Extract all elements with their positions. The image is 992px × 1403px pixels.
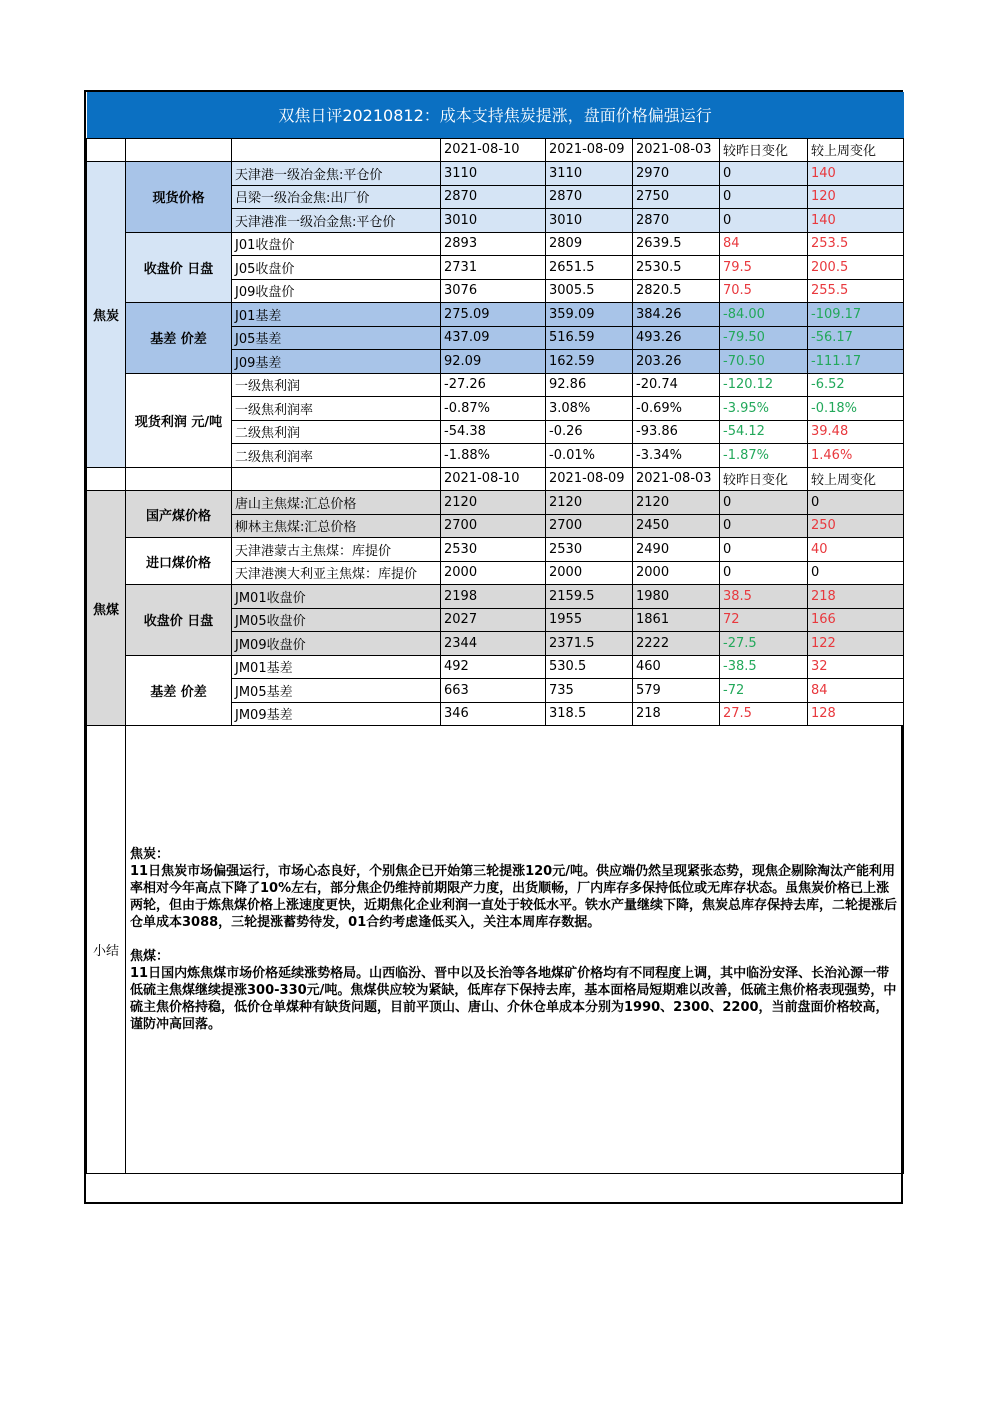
value-cell: 437.09 xyxy=(441,326,546,350)
header-cell: 较昨日变化 xyxy=(720,467,808,491)
header-cell: 2021-08-09 xyxy=(546,467,633,491)
row-name: JM09收盘价 xyxy=(232,632,441,656)
table-row xyxy=(87,232,904,256)
value-cell: 2000 xyxy=(633,561,720,585)
header-row xyxy=(87,467,904,491)
header-blank xyxy=(126,467,232,491)
row-name: 一级焦利润率 xyxy=(232,397,441,421)
header-blank xyxy=(87,467,126,491)
summary-spacer xyxy=(130,931,899,948)
row-name: 二级焦利润率 xyxy=(232,444,441,468)
header-row xyxy=(87,138,904,162)
daily-change-cell: -70.50 xyxy=(720,350,808,374)
value-cell: 2651.5 xyxy=(546,256,633,280)
value-cell: 2120 xyxy=(633,491,720,515)
daily-change-cell: 0 xyxy=(720,209,808,233)
row-name: 天津港准一级冶金焦:平仓价 xyxy=(232,209,441,233)
value-cell: -3.34% xyxy=(633,444,720,468)
value-cell: 530.5 xyxy=(546,655,633,679)
report-sheet xyxy=(84,90,903,1204)
value-cell: -1.88% xyxy=(441,444,546,468)
weekly-change-cell: 122 xyxy=(808,632,904,656)
value-cell: 2970 xyxy=(633,162,720,186)
value-cell: 2198 xyxy=(441,585,546,609)
daily-change-cell: 79.5 xyxy=(720,256,808,280)
summary-row xyxy=(87,726,904,1174)
daily-change-cell: 0 xyxy=(720,162,808,186)
value-cell: 1861 xyxy=(633,608,720,632)
value-cell: -54.38 xyxy=(441,420,546,444)
coal-heading: 焦煤： xyxy=(130,949,170,964)
value-cell: 162.59 xyxy=(546,350,633,374)
value-cell: -0.87% xyxy=(441,397,546,421)
header-cell: 2021-08-10 xyxy=(441,138,546,162)
value-cell: 2530.5 xyxy=(633,256,720,280)
row-name: 一级焦利润 xyxy=(232,373,441,397)
value-cell: 92.09 xyxy=(441,350,546,374)
weekly-change-cell: -111.17 xyxy=(808,350,904,374)
daily-change-cell: -3.95% xyxy=(720,397,808,421)
header-cell: 2021-08-09 xyxy=(546,138,633,162)
weekly-change-cell: 140 xyxy=(808,209,904,233)
row-name: J01收盘价 xyxy=(232,232,441,256)
value-cell: 275.09 xyxy=(441,303,546,327)
table-row xyxy=(87,655,904,679)
group-label: 进口煤价格 xyxy=(126,538,232,585)
value-cell: 1980 xyxy=(633,585,720,609)
value-cell: -27.26 xyxy=(441,373,546,397)
value-cell: 460 xyxy=(633,655,720,679)
weekly-change-cell: -6.52 xyxy=(808,373,904,397)
value-cell: -0.01% xyxy=(546,444,633,468)
weekly-change-cell: 0 xyxy=(808,561,904,585)
value-cell: 3010 xyxy=(546,209,633,233)
value-cell: 2344 xyxy=(441,632,546,656)
weekly-change-cell: 218 xyxy=(808,585,904,609)
group-label: 基差 价差 xyxy=(126,303,232,374)
value-cell: 2490 xyxy=(633,538,720,562)
value-cell: 203.26 xyxy=(633,350,720,374)
header-blank xyxy=(126,138,232,162)
value-cell: 2639.5 xyxy=(633,232,720,256)
summary-label: 小结 xyxy=(87,726,126,1174)
weekly-change-cell: 128 xyxy=(808,702,904,726)
value-cell: 359.09 xyxy=(546,303,633,327)
value-cell: -20.74 xyxy=(633,373,720,397)
value-cell: 493.26 xyxy=(633,326,720,350)
value-cell: 2000 xyxy=(546,561,633,585)
value-cell: 2371.5 xyxy=(546,632,633,656)
page-title: 双焦日评20210812：成本支持焦炭提涨，盘面价格偏强运行 xyxy=(87,92,904,138)
daily-change-cell: 0 xyxy=(720,561,808,585)
header-blank xyxy=(87,138,126,162)
row-name: J01基差 xyxy=(232,303,441,327)
segment-label: 焦煤 xyxy=(87,491,126,726)
coke-text: 11日焦炭市场偏强运行，市场心态良好，个别焦企已开始第三轮提涨120元/吨。供应端仍然呈现紧张态势，现焦企剔除淘汰产能利用率相对今年高点下降了10%左右，部分焦企仍维持前期限产力度，出货顺畅，厂内库存多保持低位或无库存状态。虽焦炭价格已上涨两轮，但由于炼焦煤价格上涨速度更快，近期焦化企业利润一直处于较低水平。铁水产量继续下降，焦炭总库存保持去库，二轮提涨后仓单成本3088，三轮提涨蓄势待发，01合约考虑逢低买入，关注本周库存数据。 xyxy=(130,864,898,930)
weekly-change-cell: 39.48 xyxy=(808,420,904,444)
weekly-change-cell: -0.18% xyxy=(808,397,904,421)
daily-change-cell: -84.00 xyxy=(720,303,808,327)
row-name: JM01基差 xyxy=(232,655,441,679)
row-name: 天津港一级冶金焦:平仓价 xyxy=(232,162,441,186)
daily-change-cell: -79.50 xyxy=(720,326,808,350)
value-cell: 2120 xyxy=(546,491,633,515)
row-name: JM05基差 xyxy=(232,679,441,703)
header-cell: 较上周变化 xyxy=(808,138,904,162)
value-cell: 663 xyxy=(441,679,546,703)
header-cell: 较昨日变化 xyxy=(720,138,808,162)
daily-change-cell: 0 xyxy=(720,185,808,209)
table-row xyxy=(87,491,904,515)
value-cell: 2870 xyxy=(633,209,720,233)
group-label: 国产煤价格 xyxy=(126,491,232,538)
weekly-change-cell: 1.46% xyxy=(808,444,904,468)
value-cell: 2700 xyxy=(441,514,546,538)
value-cell: 1955 xyxy=(546,608,633,632)
value-cell: 2700 xyxy=(546,514,633,538)
value-cell: 2870 xyxy=(441,185,546,209)
weekly-change-cell: 166 xyxy=(808,608,904,632)
weekly-change-cell: 140 xyxy=(808,162,904,186)
value-cell: 318.5 xyxy=(546,702,633,726)
value-cell: 2893 xyxy=(441,232,546,256)
weekly-change-cell: 0 xyxy=(808,491,904,515)
daily-change-cell: 0 xyxy=(720,538,808,562)
value-cell: 2120 xyxy=(441,491,546,515)
value-cell: 492 xyxy=(441,655,546,679)
daily-change-cell: 27.5 xyxy=(720,702,808,726)
group-label: 收盘价 日盘 xyxy=(126,585,232,656)
value-cell: 2000 xyxy=(441,561,546,585)
table-row xyxy=(87,373,904,397)
summary-content xyxy=(126,726,904,1174)
value-cell: 516.59 xyxy=(546,326,633,350)
value-cell: 2530 xyxy=(546,538,633,562)
value-cell: 2870 xyxy=(546,185,633,209)
row-name: 吕梁一级冶金焦:出厂价 xyxy=(232,185,441,209)
weekly-change-cell: 84 xyxy=(808,679,904,703)
weekly-change-cell: 255.5 xyxy=(808,279,904,303)
row-name: JM05收盘价 xyxy=(232,608,441,632)
weekly-change-cell: 250 xyxy=(808,514,904,538)
value-cell: 3076 xyxy=(441,279,546,303)
value-cell: 3010 xyxy=(441,209,546,233)
group-label: 基差 价差 xyxy=(126,655,232,726)
row-name: 天津港蒙古主焦煤：库提价 xyxy=(232,538,441,562)
row-name: J09收盘价 xyxy=(232,279,441,303)
row-name: 柳林主焦煤:汇总价格 xyxy=(232,514,441,538)
table-row xyxy=(87,585,904,609)
header-cell: 2021-08-03 xyxy=(633,467,720,491)
report-table xyxy=(86,92,904,1174)
header-blank xyxy=(232,467,441,491)
daily-change-cell: 84 xyxy=(720,232,808,256)
table-row xyxy=(87,538,904,562)
coal-text: 11日国内炼焦煤市场价格延续涨势格局。山西临汾、晋中以及长治等各地煤矿价格均有不同程度上调，其中临汾安泽、长治沁源一带低硫主焦煤继续提涨300-330元/吨。焦煤供应较为紧缺，低库存下保持去库，基本面格局短期难以改善，低硫主焦价格表现强势，中硫主焦价格持稳，低价仓单煤种有缺货问题，目前平顶山、唐山、介休仓单成本分别为1990、2300、2200，当前盘面价格较高，谨防冲高回落。 xyxy=(130,966,897,1032)
header-cell: 较上周变化 xyxy=(808,467,904,491)
row-name: 唐山主焦煤:汇总价格 xyxy=(232,491,441,515)
weekly-change-cell: -56.17 xyxy=(808,326,904,350)
group-label: 现货价格 xyxy=(126,162,232,233)
header-cell: 2021-08-10 xyxy=(441,467,546,491)
header-cell: 2021-08-03 xyxy=(633,138,720,162)
daily-change-cell: 70.5 xyxy=(720,279,808,303)
header-blank xyxy=(232,138,441,162)
weekly-change-cell: 120 xyxy=(808,185,904,209)
value-cell: 3110 xyxy=(441,162,546,186)
value-cell: 2820.5 xyxy=(633,279,720,303)
weekly-change-cell: 40 xyxy=(808,538,904,562)
value-cell: 346 xyxy=(441,702,546,726)
table-row xyxy=(87,162,904,186)
row-name: J05基差 xyxy=(232,326,441,350)
weekly-change-cell: 253.5 xyxy=(808,232,904,256)
value-cell: 92.86 xyxy=(546,373,633,397)
table-row xyxy=(87,303,904,327)
daily-change-cell: -38.5 xyxy=(720,655,808,679)
value-cell: -93.86 xyxy=(633,420,720,444)
daily-change-cell: -120.12 xyxy=(720,373,808,397)
segment-label: 焦炭 xyxy=(87,162,126,468)
value-cell: 218 xyxy=(633,702,720,726)
value-cell: -0.69% xyxy=(633,397,720,421)
daily-change-cell: 38.5 xyxy=(720,585,808,609)
coke-heading: 焦炭： xyxy=(130,847,170,862)
daily-change-cell: 0 xyxy=(720,491,808,515)
value-cell: 3005.5 xyxy=(546,279,633,303)
daily-change-cell: -27.5 xyxy=(720,632,808,656)
value-cell: 2450 xyxy=(633,514,720,538)
row-name: J05收盘价 xyxy=(232,256,441,280)
daily-change-cell: -54.12 xyxy=(720,420,808,444)
value-cell: 2809 xyxy=(546,232,633,256)
row-name: 天津港澳大利亚主焦煤：库提价 xyxy=(232,561,441,585)
daily-change-cell: 72 xyxy=(720,608,808,632)
value-cell: 3110 xyxy=(546,162,633,186)
daily-change-cell: -72 xyxy=(720,679,808,703)
value-cell: 2222 xyxy=(633,632,720,656)
daily-change-cell: 0 xyxy=(720,514,808,538)
value-cell: -0.26 xyxy=(546,420,633,444)
row-name: JM01收盘价 xyxy=(232,585,441,609)
value-cell: 3.08% xyxy=(546,397,633,421)
value-cell: 2027 xyxy=(441,608,546,632)
daily-change-cell: -1.87% xyxy=(720,444,808,468)
value-cell: 2530 xyxy=(441,538,546,562)
value-cell: 2731 xyxy=(441,256,546,280)
row-name: 二级焦利润 xyxy=(232,420,441,444)
row-name: JM09基差 xyxy=(232,702,441,726)
value-cell: 579 xyxy=(633,679,720,703)
group-label: 收盘价 日盘 xyxy=(126,232,232,303)
weekly-change-cell: -109.17 xyxy=(808,303,904,327)
value-cell: 384.26 xyxy=(633,303,720,327)
group-label: 现货利润 元/吨 xyxy=(126,373,232,467)
row-name: J09基差 xyxy=(232,350,441,374)
weekly-change-cell: 200.5 xyxy=(808,256,904,280)
value-cell: 2750 xyxy=(633,185,720,209)
weekly-change-cell: 32 xyxy=(808,655,904,679)
value-cell: 735 xyxy=(546,679,633,703)
value-cell: 2159.5 xyxy=(546,585,633,609)
